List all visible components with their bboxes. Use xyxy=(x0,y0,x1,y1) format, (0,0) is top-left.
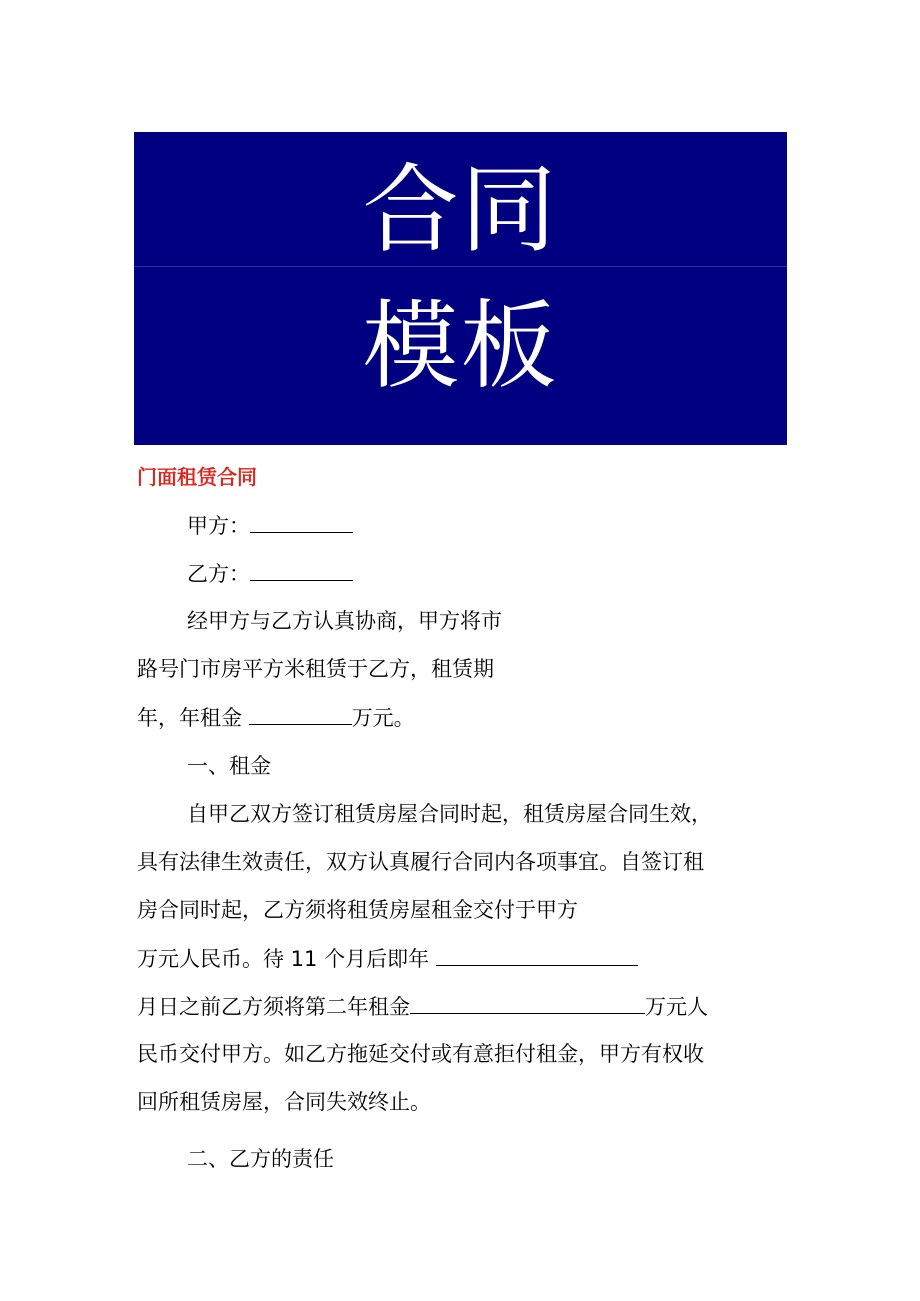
second-year-unit: 万元人 xyxy=(645,995,708,1019)
section-1-line-5 xyxy=(137,991,708,1022)
party-b-blank xyxy=(250,558,353,581)
cover-divider xyxy=(134,266,787,267)
party-a-blank xyxy=(250,510,353,533)
intro-line-1: 经甲方与乙方认真协商，甲方将市 xyxy=(187,609,502,633)
document-title: 门面租赁合同 xyxy=(137,465,257,489)
party-b-label: 乙方： xyxy=(187,562,250,586)
section-1-line-3: 房合同时起，乙方须将租赁房屋租金交付于甲方 xyxy=(137,898,578,922)
first-year-label: 万元人民币。待 11 个月后即年 xyxy=(137,947,430,971)
second-year-label: 月日之前乙方须将第二年租金 xyxy=(137,995,410,1019)
due-year-blank xyxy=(436,943,638,966)
section-1-line-2: 具有法律生效责任，双方认真履行合同内各项事宜。自签订租 xyxy=(137,850,704,874)
intro-line-2: 路号门市房平方米租赁于乙方，租赁期 xyxy=(137,657,494,681)
intro-line-3 xyxy=(137,702,415,733)
annual-rent-unit: 万元。 xyxy=(351,706,415,730)
party-a-label: 甲方： xyxy=(187,514,250,538)
cover-title-line-1: 合同 xyxy=(362,154,559,266)
section-1-line-7: 回所租赁房屋，合同失效终止。 xyxy=(137,1090,431,1114)
party-b-line xyxy=(187,558,353,589)
cover-title-line-2: 模板 xyxy=(362,290,559,402)
section-1-line-4 xyxy=(137,943,638,974)
annual-rent-blank xyxy=(249,702,352,725)
section-1-heading: 一、租金 xyxy=(187,754,271,778)
annual-rent-label: 年，年租金 xyxy=(137,706,242,730)
party-a-line xyxy=(187,510,353,541)
section-1-line-6: 民币交付甲方。如乙方拖延交付或有意拒付租金，甲方有权收 xyxy=(137,1042,704,1066)
cover-banner xyxy=(134,132,787,445)
second-year-rent-blank xyxy=(410,991,645,1014)
section-1-line-1: 自甲乙双方签订租赁房屋合同时起，租赁房屋合同生效， xyxy=(187,802,712,826)
section-2-heading: 二、乙方的责任 xyxy=(187,1147,334,1171)
